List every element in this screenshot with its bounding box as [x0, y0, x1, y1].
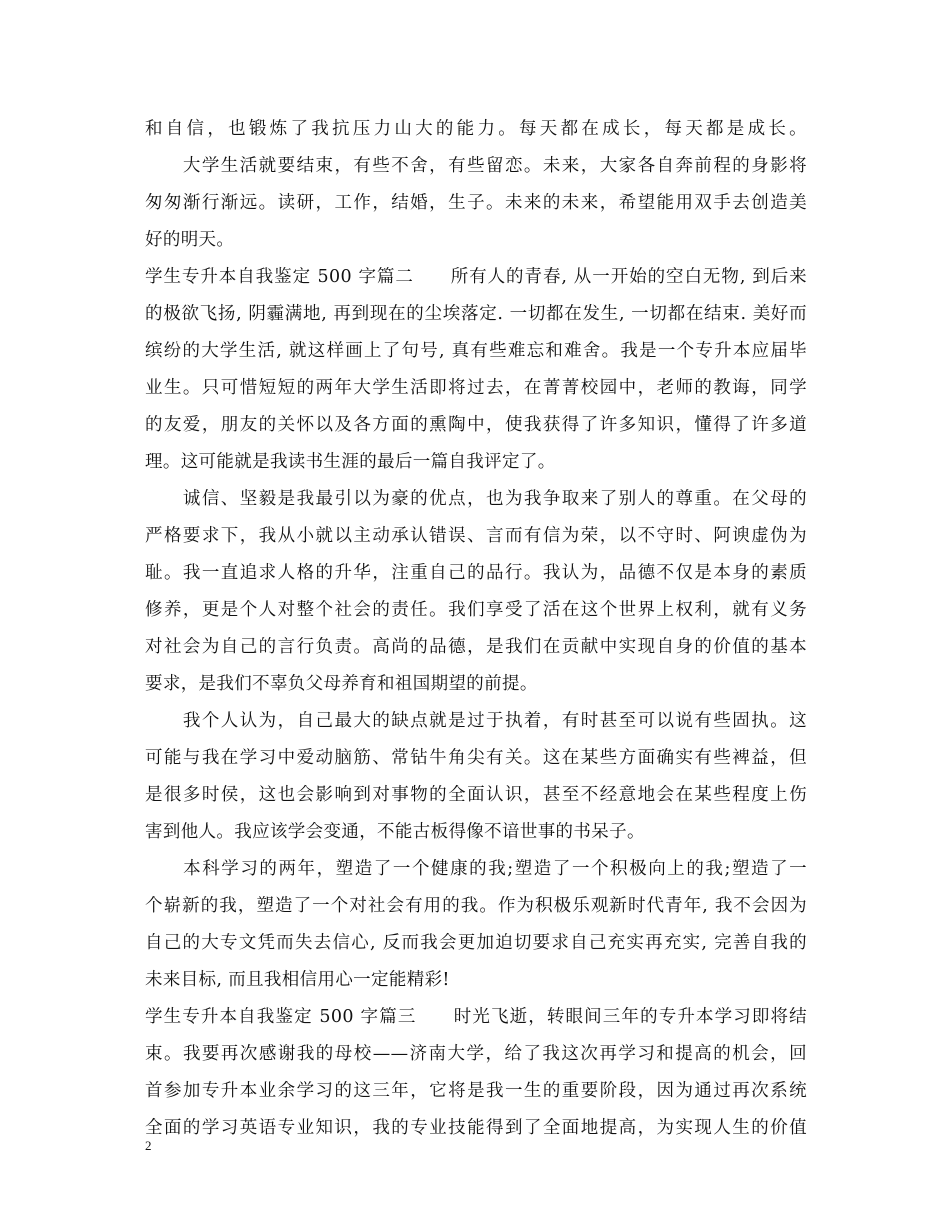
- text-line: 好的明天。: [145, 230, 235, 250]
- text-line: 和自信，也锻炼了我抗压力山大的能力。每天都在成长，每天都是成长。: [145, 119, 807, 139]
- text-line: 理。这可能就是我读书生涯的最后一篇自我评定了。: [145, 452, 556, 472]
- text-line: 本科学习的两年，塑造了一个健康的我;塑造了一个积极向上的我;塑造了一: [145, 859, 807, 879]
- text-line: 首参加专升本业余学习的这三年，它将是我一生的重要阶段，因为通过再次系统: [145, 1081, 807, 1101]
- text-line: 个崭新的我，塑造了一个对社会有用的我。作为积极乐观新时代青年, 我不会因为: [145, 896, 807, 916]
- text-line: 的极欲飞扬, 阴霾满地, 再到现在的尘埃落定. 一切都在发生, 一切都在结束. 美好而: [145, 304, 807, 324]
- text-line: 的友爱，朋友的关怀以及各方面的熏陶中，使我获得了许多知识，懂得了许多道: [145, 415, 807, 435]
- text-line: 诚信、坚毅是我最引以为豪的优点，也为我争取来了别人的尊重。在父母的: [145, 489, 807, 509]
- text-line: 自己的大专文凭而失去信心, 反而我会更加迫切要求自己充实再充实, 完善自我的: [145, 933, 807, 953]
- text-line: 束。我要再次感谢我的母校——济南大学，给了我这次再学习和提高的机会，回: [145, 1044, 807, 1064]
- text-line: 未来目标, 而且我相信用心一定能精彩!: [145, 970, 450, 990]
- text-line: 缤纷的大学生活, 就这样画上了句号, 真有些难忘和难舍。我是一个专升本应届毕: [145, 341, 807, 361]
- text-line: 对社会为自己的言行负责。高尚的品德，是我们在贡献中实现自身的价值的基本: [145, 637, 807, 657]
- text-line: 业生。只可惜短短的两年大学生活即将过去，在菁菁校园中，老师的教诲，同学: [145, 378, 807, 398]
- text-line: 全面的学习英语专业知识，我的专业技能得到了全面地提高，为实现人生的价值: [145, 1118, 807, 1138]
- text-line: 可能与我在学习中爱动脑筋、常钻牛角尖有关。这在某些方面确实有些裨益，但: [145, 748, 807, 768]
- text-line: 是很多时侯，这也会影响到对事物的全面认识，甚至不经意地会在某些程度上伤: [145, 785, 807, 805]
- text-line: 害到他人。我应该学会变通，不能古板得像不谙世事的书呆子。: [145, 822, 645, 842]
- page-number: 2: [145, 1138, 152, 1153]
- text-line: 我个人认为，自己最大的缺点就是过于执着，有时甚至可以说有些固执。这: [145, 711, 807, 731]
- text-line: 修养，更是个人对整个社会的责任。我们享受了活在这个世界上权利，就有义务: [145, 600, 807, 620]
- text-line: 大学生活就要结束，有些不舍，有些留恋。未来，大家各自奔前程的身影将: [145, 156, 807, 176]
- text-line: 耻。我一直追求人格的升华，注重自己的品行。我认为，品德不仅是本身的素质: [145, 563, 807, 583]
- text-line: 匆匆渐行渐远。读研，工作，结婚，生子。未来的未来，希望能用双手去创造美: [145, 193, 807, 213]
- text-line: 要求，是我们不辜负父母养育和祖国期望的前提。: [145, 674, 538, 694]
- section-heading-line: 学生专升本自我鉴定 500 字篇三 时光飞逝，转眼间三年的专升本学习即将结: [145, 1007, 807, 1027]
- section-heading-line: 学生专升本自我鉴定 500 字篇二 所有人的青春, 从一开始的空白无物, 到后来: [145, 267, 807, 287]
- text-line: 严格要求下，我从小就以主动承认错误、言而有信为荣，以不守时、阿谀虚伪为: [145, 526, 807, 546]
